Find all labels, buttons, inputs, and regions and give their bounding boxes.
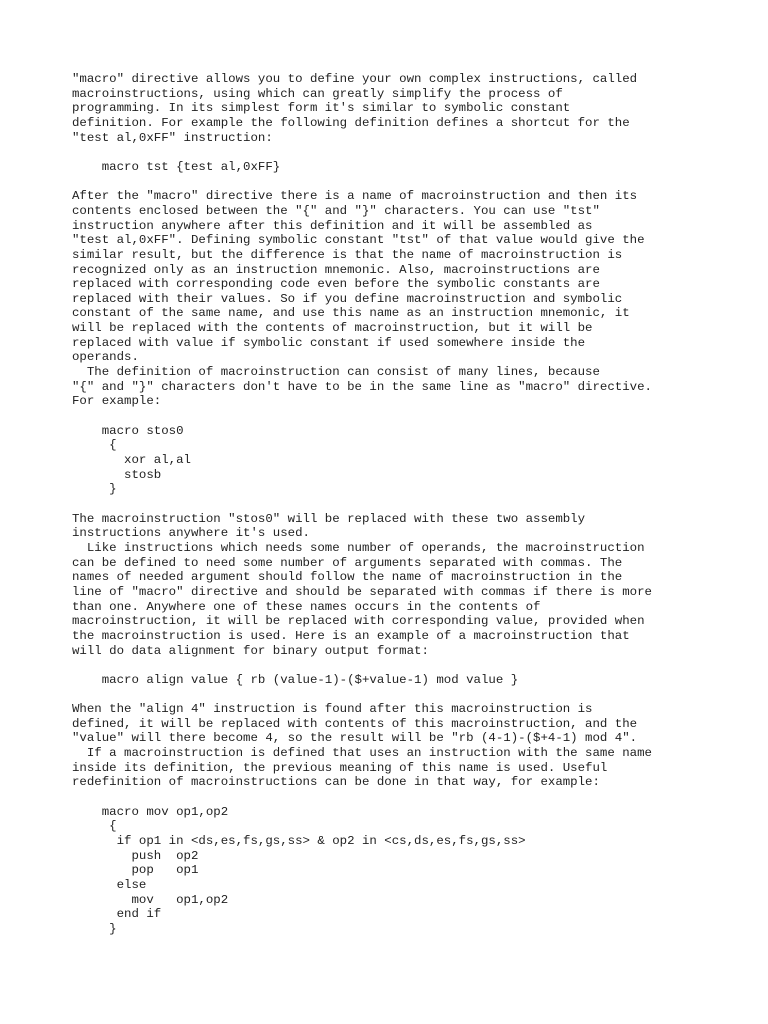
spacer	[72, 658, 692, 673]
code-block-stos0: macro stos0 { xor al,al stosb }	[101, 423, 191, 497]
spacer	[72, 687, 692, 702]
spacer	[72, 145, 692, 160]
code-block-align: macro align value { rb (value-1)-($+value-1) mod value }	[72, 672, 519, 687]
spacer	[72, 790, 692, 805]
spacer	[72, 175, 692, 190]
spacer	[72, 409, 692, 424]
paragraph-macro-explanation: After the "macro" directive there is a name of macroinstruction and then its contents enclosed between the "{" and "}" characters. You can use "tst" instruction anywhere after this definition and it will be assembled as "test al,0xFF". Defining symbolic constant "tst" of that value would give the similar result, but the difference is that the name of macroinstruction is recognized only as an instruction mnemonic. Also, macroinstructions are replaced with corresponding code even before the symbolic constants are replaced with their values. So if you define macroinstruction and symbolic constant of the same name, and use this name as an instruction mnemonic, it will be replaced with the contents of macroinstruction, but it will be replaced with value if symbolic constant if used somewhere inside the operands. The definition of macroinstruction can consist of many lines, because "{" and "}" characters don't have to be in the same line as "macro" directive. For example:	[72, 189, 652, 409]
paragraph-macro-redefinition: When the "align 4" instruction is found after this macroinstruction is defined, it will be replaced with contents of this macroinstruction, and the "value" will there become 4, so the result will be "rb (4-1)-($+4-1) mod 4". If a macroinstruction is defined that uses an instruction with the same name inside its definition, the previous meaning of this name is used. Useful redefinition of macroinstructions can be done in that way, for example:	[72, 702, 652, 790]
paragraph-macro-intro: "macro" directive allows you to define your own complex instructions, called macroinstructions, using which can greatly simplify the process of programming. In its simplest form it's similar to symbolic constant definition. For example the following definition defines a shortcut for the "test al,0xFF" instruction:	[72, 72, 638, 145]
spacer	[72, 497, 692, 512]
document-body	[72, 72, 692, 937]
paragraph-macro-arguments: The macroinstruction "stos0" will be replaced with these two assembly instructions anywhere it's used. Like instructions which needs some number of operands, the macroinstruction can be defined to need some number of arguments separated with commas. The names of needed argument should follow the name of macroinstruction in the line of "macro" directive and should be separated with commas if there is more than one. Anywhere one of these names occurs in the contents of macroinstruction, it will be replaced with corresponding value, provided when the macroinstruction is used. Here is an example of a macroinstruction that will do data alignment for binary output format:	[72, 511, 652, 658]
code-block-mov: macro mov op1,op2 { if op1 in <ds,es,fs,gs,ss> & op2 in <cs,ds,es,fs,gs,ss> push op2 pop op1 else mov op1,op2 end if }	[101, 804, 526, 936]
code-block-tst: macro tst {test al,0xFF}	[72, 159, 281, 174]
